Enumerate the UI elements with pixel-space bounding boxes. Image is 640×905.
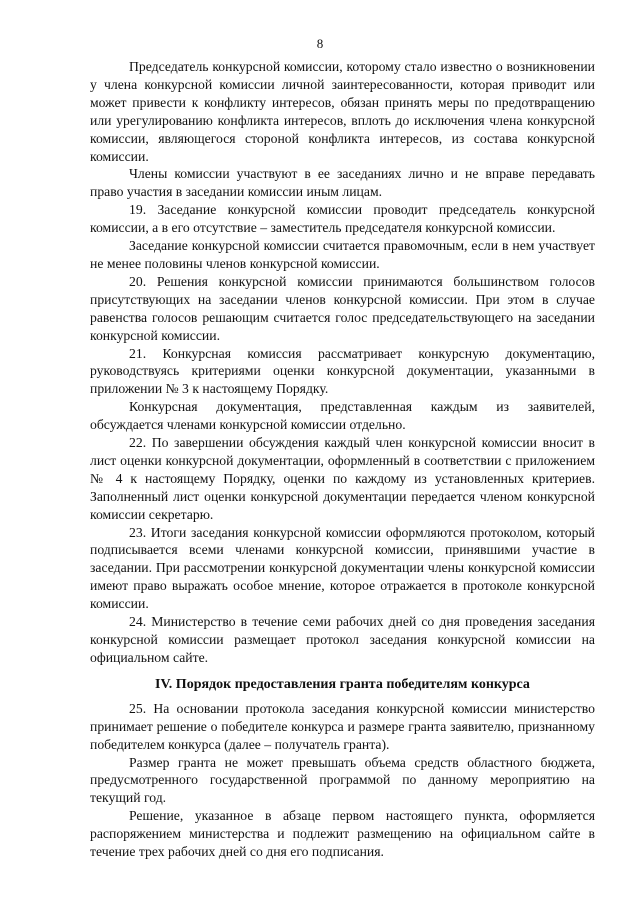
paragraph-23: 23. Итоги заседания конкурсной комиссии оформляются протоколом, который подписывается всеми членами конкурсной комиссии, принявшими участие в заседании. При рассмотрении конкурсной документации члены конкурсной комиссии имеют право выражать особое мнение, которое отражается в протоколе конкурсной комиссии.: [90, 524, 595, 612]
paragraph-decision-publication: Решение, указанное в абзаце первом настоящего пункта, оформляется распоряжением министерства и подлежит размещению на официальном сайте в течение трех рабочих дней со дня его подписания.: [90, 808, 595, 860]
paragraph-members-participation: Члены комиссии участвуют в ее заседаниях лично и не вправе передавать право участия в заседании комиссии иным лицам.: [90, 166, 595, 200]
paragraph-quorum: Заседание конкурсной комиссии считается правомочным, если в нем участвует не менее половины членов конкурсной комиссии.: [90, 238, 595, 271]
paragraph-documentation-discussion: Конкурсная документация, представленная каждым из заявителей, обсуждается членами конкурсной комиссии отдельно.: [90, 399, 595, 433]
paragraph-22: 22. По завершении обсуждения каждый член конкурсной комиссии вносит в лист оценки конкурсной документации, оформленный в соответствии с приложением № 4 к настоящему Порядку, оценки по каждому из установленных критериев. Заполненный лист оценки конкурсной документации передается членом конкурсной комиссии секретарю.: [90, 435, 595, 522]
section-title: IV. Порядок предоставления гранта победителям конкурса: [155, 676, 530, 692]
page-number: 8: [316, 36, 324, 51]
paragraph-chairman-conflict-of-interest: Председатель конкурсной комиссии, которому стало известно о возникновении у члена конкурсной комиссии личной заинтересованности, которая приводит или может привести к конфликту интересов, обязан принять меры по предотвращению или урегулированию конфликта интересов, вплоть до исключения члена конкурсной комиссии, являющегося стороной конфликта интересов, из состава конкурсной комиссии.: [90, 59, 595, 164]
paragraph-21: 21. Конкурсная комиссия рассматривает конкурсную документацию, руководствуясь критериями оценки конкурсной документации, указанными в приложении № 3 к настоящему Порядку.: [90, 345, 595, 397]
paragraph-20: 20. Решения конкурсной комиссии принимаются большинством голосов присутствующих на заседании членов конкурсной комиссии. При этом в случае равенства голосов решающим считается голос председательствующего на заседании конкурсной комиссии.: [90, 273, 595, 343]
document-body: [90, 58, 595, 861]
paragraph-25: 25. На основании протокола заседания конкурсной комиссии министерство принимает решение о победителе конкурса и размере гранта заявителю, признанному победителем конкурса (далее – получатель гранта).: [90, 700, 595, 752]
paragraph-24: 24. Министерство в течение семи рабочих дней со дня проведения заседания конкурсной комиссии размещает протокол заседания конкурсной комиссии на официальном сайте.: [90, 614, 595, 665]
paragraph-19: 19. Заседание конкурсной комиссии проводит председатель конкурсной комиссии, а в его отсутствие – заместитель председателя конкурсной комиссии.: [90, 202, 595, 236]
paragraph-grant-size: Размер гранта не может превышать объема средств областного бюджета, предусмотренного государственной программой по данному мероприятию на текущий год.: [90, 754, 595, 806]
